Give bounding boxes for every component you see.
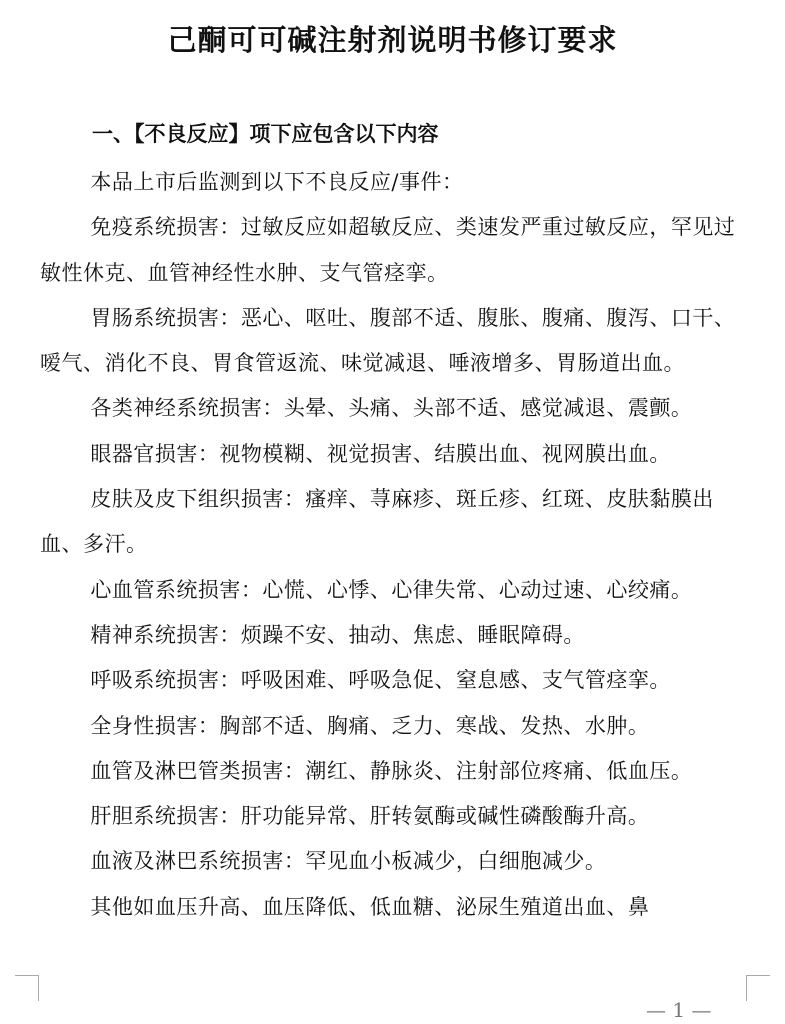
paragraph: 本品上市后监测到以下不良反应/事件：	[90, 170, 464, 194]
paragraph: 呼吸系统损害：呼吸困难、呼吸急促、窒息感、支气管痉挛。	[90, 668, 671, 693]
paragraph: 各类神经系统损害：头晕、头痛、头部不适、感觉减退、震颤。	[90, 396, 693, 421]
paragraph: 血液及淋巴系统损害：罕见血小板减少，白细胞减少。	[90, 849, 607, 874]
margin-corner-mark-left	[14, 975, 39, 1001]
paragraph: 精神系统损害：烦躁不安、抽动、焦虑、睡眠障碍。	[90, 622, 585, 647]
paragraph: 其他如血压升高、血压降低、低血糖、泌尿生殖道出血、鼻	[90, 894, 650, 919]
document-title: 己酮可可碱注射剂说明书修订要求	[167, 23, 618, 57]
paragraph: 胃肠系统损害：恶心、呕吐、腹部不适、腹胀、腹痛、腹泻、口干、嗳气、消化不良、胃食管返流、味觉减退、唾液增多、胃肠道出血。	[40, 305, 736, 376]
paragraph: 眼器官损害：视物模糊、视觉损害、结膜出血、视网膜出血。	[90, 441, 671, 466]
document-body	[40, 160, 745, 930]
paragraph: 血管及淋巴管类损害：潮红、静脉炎、注射部位疼痛、低血压。	[90, 758, 693, 783]
page-number: — 1 —	[646, 998, 712, 1022]
paragraph: 皮肤及皮下组织损害：瘙痒、荨麻疹、斑丘疹、红斑、皮肤黏膜出血、多汗。	[40, 487, 714, 557]
paragraph: 免疫系统损害：过敏反应如超敏反应、类速发严重过敏反应，罕见过敏性休克、血管神经性水肿、支气管痉挛。	[40, 215, 736, 285]
section-heading: 一、【不良反应】项下应包含以下内容	[92, 122, 439, 146]
paragraph: 肝胆系统损害：肝功能异常、肝转氨酶或碱性磷酸酶升高。	[90, 804, 650, 829]
margin-corner-mark-right	[746, 975, 771, 1001]
paragraph: 心血管系统损害：心慌、心悸、心律失常、心动过速、心绞痛。	[90, 577, 693, 602]
paragraph: 全身性损害：胸部不适、胸痛、乏力、寒战、发热、水肿。	[90, 713, 650, 738]
